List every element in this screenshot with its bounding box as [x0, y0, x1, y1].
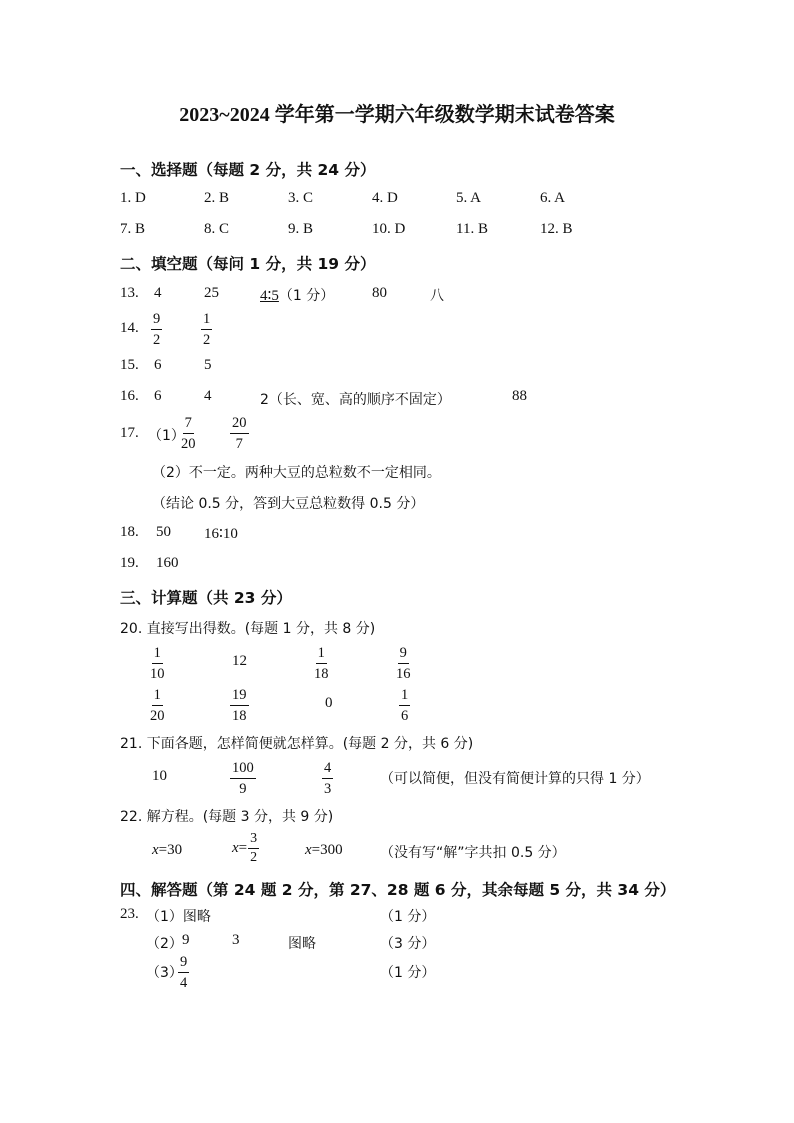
q22-prompt: 22. 解方程。(每题 3 分，共 9 分) — [120, 809, 334, 825]
answer-item: 7. B — [120, 221, 146, 237]
answer-item: 9. B — [288, 221, 314, 237]
equals: = — [311, 842, 321, 858]
variable-x: x — [305, 842, 312, 858]
denominator: 10 — [150, 665, 165, 682]
numerator: 20 — [230, 416, 249, 434]
q18-number: 18. — [120, 524, 139, 540]
q20-r1-c3 — [314, 646, 329, 681]
q20-r1-c4 — [396, 646, 411, 681]
section-4-header: 四、解答题（第 24 题 2 分，第 27、28 题 6 分，其余每题 5 分，共 34 分） — [120, 881, 676, 899]
numerator: 9 — [151, 312, 162, 330]
q20-r2-c1 — [150, 688, 165, 723]
q23-part-2-score: （3 分） — [380, 936, 436, 952]
answer-item: 1. D — [120, 190, 146, 206]
numerator: 1 — [201, 312, 212, 330]
q23-part-2-b: 3 — [232, 932, 240, 948]
answer-item: 6. A — [540, 190, 566, 206]
q13-answer-a: 4 — [154, 285, 162, 301]
numerator: 3 — [248, 832, 259, 849]
q17-fraction-2 — [230, 416, 249, 451]
denominator: 18 — [314, 665, 329, 682]
q17-fraction-1 — [181, 416, 196, 451]
q13-answer-c: 4∶5 — [260, 288, 279, 304]
q20-r1-c1 — [150, 646, 165, 681]
q14-number: 14. — [120, 320, 139, 336]
value: 300 — [320, 842, 343, 858]
numerator: 1 — [399, 688, 410, 706]
denominator: 16 — [396, 665, 411, 682]
answer-item: 12. B — [540, 221, 573, 237]
q23-part-3-fraction — [178, 955, 189, 990]
q13-answer-c-note: （1 分） — [278, 288, 335, 304]
numerator: 4 — [322, 761, 333, 779]
numerator: 1 — [152, 688, 163, 706]
q15-number: 15. — [120, 357, 139, 373]
q17-number: 17. — [120, 425, 139, 441]
denominator: 6 — [401, 707, 409, 724]
fraction — [248, 832, 259, 865]
denominator: 20 — [150, 707, 165, 724]
q17-part-2: （2）不一定。两种大豆的总粒数不一定相同。 — [152, 465, 441, 481]
answer-item: 2. B — [204, 190, 230, 206]
denominator: 20 — [181, 435, 196, 452]
section-2-header: 二、填空题（每问 1 分，共 19 分） — [120, 255, 376, 273]
denominator: 7 — [235, 435, 243, 452]
answer-item: 10. D — [372, 221, 406, 237]
q15-answer-b: 5 — [204, 357, 212, 373]
q13-answer-b: 25 — [204, 285, 219, 301]
q16-answer-b: 4 — [204, 388, 212, 404]
section-1-header: 一、选择题（每题 2 分，共 24 分） — [120, 161, 376, 179]
answer-item: 11. B — [456, 221, 488, 237]
q21-prompt: 21. 下面各题，怎样简便就怎样算。(每题 2 分，共 6 分) — [120, 736, 474, 752]
numerator: 9 — [398, 646, 409, 664]
q21-fraction-2 — [322, 761, 333, 796]
q23-part-3-score: （1 分） — [380, 965, 436, 981]
numerator: 9 — [178, 955, 189, 973]
denominator: 18 — [232, 707, 247, 724]
q16-answer-d: 88 — [512, 388, 527, 404]
q18-answer-b: 16∶10 — [204, 526, 238, 542]
q19-number: 19. — [120, 555, 139, 571]
page-title: 2023~2024 学年第一学期六年级数学期末试卷答案 — [179, 104, 615, 126]
answer-item: 5. A — [456, 190, 482, 206]
q22-answer-c — [305, 842, 343, 859]
q23-part-3-label: （3） — [146, 965, 183, 981]
numerator: 19 — [230, 688, 249, 706]
section-3-header: 三、计算题（共 23 分） — [120, 589, 292, 607]
q20-r2-c3: 0 — [325, 695, 333, 711]
q16-answer-a: 6 — [154, 388, 162, 404]
q23-part-2-c: 图略 — [288, 936, 316, 952]
q22-scoring-note: （没有写“解”字共扣 0.5 分） — [380, 845, 566, 861]
answer-item: 3. C — [288, 190, 314, 206]
q20-prompt: 20. 直接写出得数。(每题 1 分，共 8 分) — [120, 621, 376, 637]
numerator: 1 — [316, 646, 327, 664]
denominator: 4 — [180, 974, 188, 991]
q21-scoring-note: （可以简便，但没有简便计算的只得 1 分） — [380, 771, 650, 787]
q16-number: 16. — [120, 388, 139, 404]
answer-item: 4. D — [372, 190, 398, 206]
denominator: 2 — [250, 850, 258, 865]
q22-answer-b — [232, 832, 259, 865]
numerator: 1 — [152, 646, 163, 664]
variable-x: x — [152, 842, 159, 858]
denominator: 3 — [324, 780, 332, 797]
q13-answer-d: 80 — [372, 285, 387, 301]
q20-r1-c2: 12 — [232, 653, 247, 669]
q17-scoring-note: （结论 0.5 分，答到大豆总粒数得 0.5 分） — [152, 496, 425, 512]
q20-r2-c4 — [399, 688, 410, 723]
q15-answer-a: 6 — [154, 357, 162, 373]
equals: = — [158, 842, 168, 858]
q21-fraction-1 — [230, 761, 256, 796]
q17-part-1-label: （1） — [148, 428, 185, 444]
value: 30 — [167, 842, 183, 858]
variable-x: x — [232, 839, 239, 856]
q23-part-1: （1）图略 — [146, 909, 211, 925]
q18-answer-a: 50 — [156, 524, 171, 540]
q22-answer-a — [152, 842, 182, 859]
q14-fraction-1 — [151, 312, 162, 347]
numerator: 100 — [230, 761, 256, 779]
q23-part-2-a: 9 — [182, 932, 190, 948]
denominator: 9 — [239, 780, 247, 797]
q19-answer: 160 — [156, 555, 179, 571]
answer-item: 8. C — [204, 221, 230, 237]
q16-answer-c: 2（长、宽、高的顺序不固定） — [260, 392, 451, 408]
q21-answer-a: 10 — [152, 768, 167, 784]
q23-number: 23. — [120, 906, 139, 922]
q13-number: 13. — [120, 285, 139, 301]
q23-part-2-label: （2） — [146, 936, 183, 952]
q13-answer-e: 八 — [430, 288, 444, 304]
numerator: 7 — [183, 416, 194, 434]
denominator: 2 — [153, 331, 161, 348]
q23-part-1-score: （1 分） — [380, 909, 436, 925]
equals: = — [238, 839, 248, 856]
q20-r2-c2 — [230, 688, 249, 723]
q13-answer-c-wrap — [260, 285, 334, 305]
denominator: 2 — [203, 331, 211, 348]
q14-fraction-2 — [201, 312, 212, 347]
